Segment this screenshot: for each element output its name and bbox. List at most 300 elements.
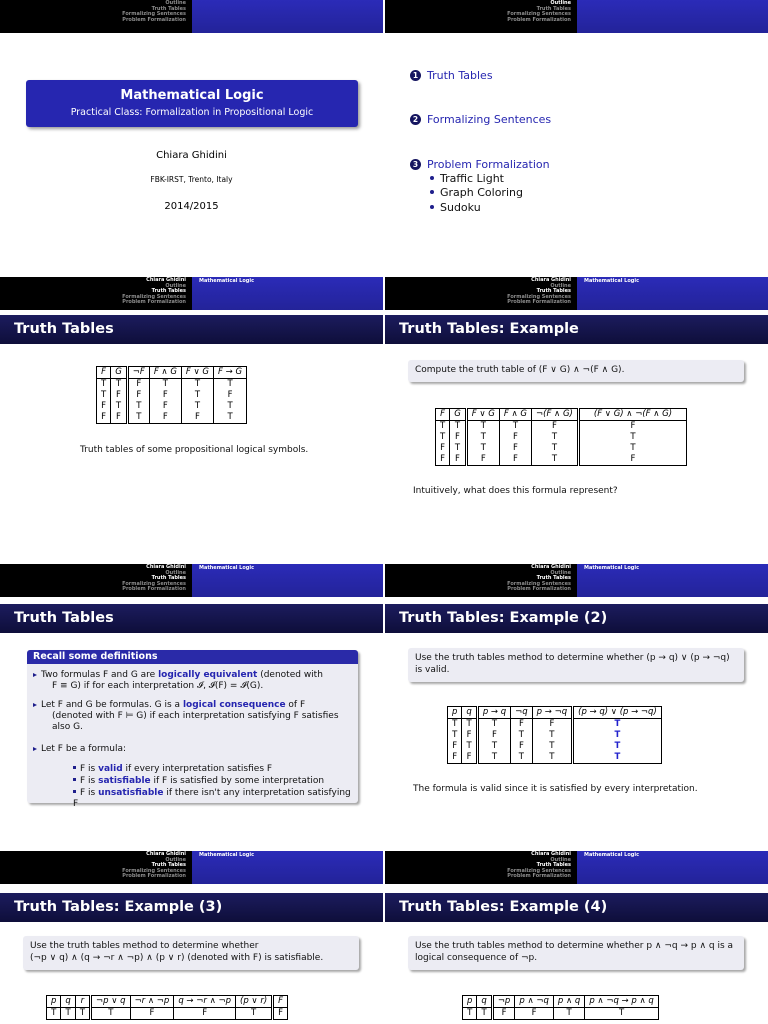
nav-problem[interactable]: Problem Formalization — [122, 299, 186, 306]
table-row — [97, 379, 247, 391]
header-course: Mathematical Logic — [584, 852, 640, 858]
frame-title: Truth Tables — [14, 610, 114, 626]
cell: F — [511, 719, 533, 731]
truth-table — [435, 408, 687, 466]
subitem-label: Graph Coloring — [440, 186, 523, 199]
table-row — [436, 432, 687, 443]
header-author: Chiara Ghidini — [531, 564, 571, 570]
prompt-block — [408, 360, 744, 382]
header-nav — [0, 851, 192, 885]
cell: T — [573, 741, 662, 752]
cell: T — [511, 752, 533, 764]
cell: F — [436, 443, 450, 454]
bullet-icon — [430, 190, 434, 194]
text: (denoted with — [257, 670, 323, 680]
presentation-title: Mathematical Logic — [120, 88, 264, 103]
cell: T — [466, 432, 499, 443]
cell: T — [214, 412, 247, 424]
col-header: p → q — [477, 707, 510, 719]
text: Let F be a formula: — [41, 744, 127, 754]
col-header: (p ∨ r) — [236, 996, 273, 1008]
bullet-square-icon — [73, 778, 76, 781]
nav-outline[interactable]: Outline — [550, 282, 571, 289]
header-nav — [385, 564, 577, 598]
header-nav — [385, 851, 577, 885]
col-header: ¬r ∧ ¬p — [130, 996, 174, 1008]
cell: F — [149, 412, 181, 424]
sub-definition-satisfiable — [73, 776, 324, 787]
cell: T — [436, 432, 450, 443]
cell: F — [462, 730, 477, 741]
text: (denoted with F ⊨ G) if each interpretation satisfying F satisfies — [52, 711, 339, 721]
frame-title: Truth Tables: Example — [399, 321, 579, 337]
nav-truth-tables[interactable]: Truth Tables — [151, 862, 186, 869]
truth-tables-slide — [0, 277, 383, 560]
frame-title: Truth Tables — [14, 321, 114, 337]
bullet-triangle-icon — [33, 747, 37, 751]
text: F is — [80, 776, 99, 786]
nav-outline[interactable]: Outline — [165, 0, 186, 6]
bullet-triangle-icon — [33, 703, 37, 707]
header-author: Chiara Ghidini — [146, 851, 186, 857]
cell: T — [149, 379, 181, 391]
cell: F — [436, 454, 450, 466]
frame-title-bar — [0, 315, 383, 344]
prompt-text: (¬p ∨ q) ∧ (q → ¬r ∧ ¬p) ∧ (p ∨ r) (denoted with F) is satisfiable. — [30, 953, 324, 963]
example-4-slide — [385, 851, 768, 1024]
cell: F — [450, 432, 467, 443]
slide-header — [385, 0, 768, 33]
cell: T — [532, 443, 579, 454]
col-header: F — [273, 996, 288, 1008]
header-course: Mathematical Logic — [199, 565, 255, 571]
bullet-triangle-icon — [33, 673, 37, 677]
cell: F — [149, 390, 181, 401]
nav-problem[interactable]: Problem Formalization — [507, 16, 571, 23]
cell: F — [462, 752, 477, 764]
cell: F — [499, 432, 531, 443]
col-header: F ∨ G — [181, 367, 213, 379]
header-author: Chiara Ghidini — [531, 277, 571, 283]
cell: F — [448, 741, 462, 752]
cell: F — [515, 1008, 554, 1020]
cell: T — [477, 752, 510, 764]
truth-table — [96, 366, 247, 424]
keyword: unsatisfiable — [98, 788, 164, 798]
col-header: q → ¬r ∧ ¬p — [174, 996, 236, 1008]
nav-problem[interactable]: Problem Formalization — [507, 299, 571, 306]
cell: F — [532, 421, 579, 433]
nav-formalizing[interactable]: Formalizing Sentences — [507, 867, 571, 874]
toc-item-2[interactable] — [410, 113, 551, 126]
col-header: (F ∨ G) ∧ ¬(F ∧ G) — [578, 409, 686, 421]
nav-truth-tables[interactable]: Truth Tables — [536, 288, 571, 295]
cell: T — [111, 401, 128, 412]
table-row — [448, 719, 662, 731]
nav-formalizing[interactable]: Formalizing Sentences — [122, 580, 186, 587]
bullet-square-icon — [73, 766, 76, 769]
col-header: p — [448, 707, 462, 719]
cell: F — [181, 412, 213, 424]
title-slide — [0, 0, 383, 287]
toc-label: Formalizing Sentences — [427, 113, 552, 126]
cell: T — [450, 421, 467, 433]
cell: F — [97, 412, 111, 424]
frame-title-bar — [385, 604, 768, 633]
col-header: ¬q — [511, 707, 533, 719]
nav-outline[interactable]: Outline — [550, 569, 571, 576]
col-header: q — [462, 707, 477, 719]
text: F is — [80, 788, 99, 798]
table-row — [436, 421, 687, 433]
cell: F — [532, 719, 572, 731]
col-header: F ∧ G — [149, 367, 181, 379]
cell: T — [532, 730, 572, 741]
subitem-label: Sudoku — [440, 201, 481, 214]
header-course: Mathematical Logic — [584, 565, 640, 571]
cell: T — [61, 1008, 75, 1020]
slide-header — [0, 277, 383, 310]
col-header: p → ¬q — [532, 707, 572, 719]
col-header: p ∧ ¬q → p ∧ q — [585, 996, 658, 1008]
table-row — [47, 1008, 288, 1020]
section-number-badge: 3 — [410, 159, 421, 170]
prompt-text: Use the truth tables method to determine whether p ∧ ¬q → p ∧ q is a — [415, 941, 734, 951]
cell: T — [573, 719, 662, 731]
header-course-panel — [577, 851, 768, 884]
col-header: (p → q) ∨ (p → ¬q) — [573, 707, 662, 719]
col-header: G — [111, 367, 128, 379]
bullet-icon — [430, 205, 434, 209]
slide-header — [385, 277, 768, 310]
frame-title: Truth Tables: Example (2) — [399, 610, 608, 626]
cell: T — [97, 390, 111, 401]
table-row — [448, 752, 662, 764]
cell: F — [130, 1008, 174, 1020]
cell: T — [214, 379, 247, 391]
prompt-block — [408, 936, 744, 970]
cell: T — [573, 752, 662, 764]
header-course-panel — [192, 277, 383, 310]
table-header-row — [97, 367, 247, 379]
header-course: Mathematical Logic — [584, 278, 640, 284]
definitions-block — [27, 650, 358, 809]
nav-problem[interactable]: Problem Formalization — [507, 586, 571, 593]
cell: T — [532, 432, 579, 443]
text: of F — [285, 700, 306, 710]
header-nav — [0, 277, 192, 311]
slide-header — [0, 564, 383, 597]
nav-truth-tables[interactable]: Truth Tables — [536, 575, 571, 582]
cell: F — [499, 443, 531, 454]
table-row — [436, 443, 687, 454]
col-header: q — [61, 996, 75, 1008]
nav-problem[interactable]: Problem Formalization — [122, 16, 186, 23]
definition-equivalence — [33, 670, 323, 692]
cell: T — [127, 401, 149, 412]
nav-truth-tables[interactable]: Truth Tables — [536, 862, 571, 869]
truth-table — [46, 995, 288, 1020]
definition-consequence — [33, 700, 339, 733]
cell: T — [97, 379, 111, 391]
nav-formalizing[interactable]: Formalizing Sentences — [122, 867, 186, 874]
header-course: Mathematical Logic — [199, 278, 255, 284]
cell: T — [477, 741, 510, 752]
cell: T — [532, 752, 572, 764]
cell: T — [47, 1008, 61, 1020]
cell: F — [149, 401, 181, 412]
text: F is — [80, 764, 99, 774]
table-row — [463, 1008, 659, 1020]
col-header: F → G — [214, 367, 247, 379]
cell: T — [499, 421, 531, 433]
table-row — [97, 401, 247, 412]
text: if there isn't any interpretation satisfying F — [73, 788, 351, 809]
cell: F — [127, 390, 149, 401]
header-author: Chiara Ghidini — [146, 277, 186, 283]
cell: F — [578, 454, 686, 466]
keyword: satisfiable — [98, 776, 151, 786]
cell: T — [477, 1008, 492, 1020]
table-row — [97, 412, 247, 424]
prompt-block — [408, 648, 744, 682]
header-course-panel — [577, 0, 768, 33]
subitem-label: Traffic Light — [440, 172, 504, 185]
prompt-text: Use the truth tables method to determine whether — [30, 941, 259, 951]
cell: T — [448, 730, 462, 741]
cell: T — [511, 730, 533, 741]
header-course: Mathematical Logic — [199, 852, 255, 858]
nav-formalizing[interactable]: Formalizing Sentences — [507, 11, 571, 18]
block-title: Recall some definitions — [27, 650, 358, 664]
header-course-panel — [577, 564, 768, 597]
cell: T — [111, 379, 128, 391]
cell: F — [111, 390, 128, 401]
nav-outline[interactable]: Outline — [165, 856, 186, 863]
cell: F — [466, 454, 499, 466]
header-nav — [0, 0, 192, 34]
cell: F — [214, 390, 247, 401]
example-slide — [385, 277, 768, 560]
nav-outline[interactable]: Outline — [165, 569, 186, 576]
header-course-panel — [192, 564, 383, 597]
nav-outline[interactable]: Outline — [165, 282, 186, 289]
col-header: q — [477, 996, 492, 1008]
slide-header — [0, 0, 383, 33]
cell: T — [75, 1008, 90, 1020]
toc-item-1[interactable] — [410, 69, 493, 82]
institute: FBK-IRST, Trento, Italy — [150, 175, 233, 184]
col-header: F ∧ G — [499, 409, 531, 421]
bullet-icon — [430, 176, 434, 180]
cell: T — [236, 1008, 273, 1020]
cell: T — [462, 741, 477, 752]
cell: T — [477, 719, 510, 731]
table-header-row — [463, 996, 659, 1008]
nav-problem[interactable]: Problem Formalization — [507, 873, 571, 880]
author-name: Chiara Ghidini — [156, 150, 227, 161]
bullet-square-icon — [73, 790, 76, 793]
cell: T — [466, 421, 499, 433]
col-header: F — [436, 409, 450, 421]
nav-truth-tables[interactable]: Truth Tables — [151, 288, 186, 295]
cell: F — [111, 412, 128, 424]
cell: T — [462, 719, 477, 731]
header-course-panel — [192, 0, 383, 33]
header-course-panel — [577, 277, 768, 310]
nav-problem[interactable]: Problem Formalization — [122, 586, 186, 593]
keyword: valid — [98, 764, 123, 774]
nav-outline[interactable]: Outline — [550, 856, 571, 863]
presentation-subtitle: Practical Class: Formalization in Propositional Logic — [70, 107, 314, 118]
cell: T — [553, 1008, 584, 1020]
cell: T — [585, 1008, 658, 1020]
frame-title: Truth Tables: Example (3) — [14, 899, 223, 915]
col-header: F — [97, 367, 111, 379]
cell: F — [97, 401, 111, 412]
col-header: ¬p — [492, 996, 515, 1008]
cell: T — [463, 1008, 477, 1020]
toc-subitem-traffic-light[interactable] — [430, 172, 504, 185]
col-header: ¬(F ∧ G) — [532, 409, 579, 421]
header-nav — [0, 564, 192, 598]
table-caption: Truth tables of some propositional logical symbols. — [80, 445, 309, 455]
text: F ≡ G) if for each interpretation 𝓘, 𝓘(F) = 𝓘(G). — [52, 681, 264, 691]
frame-title: Truth Tables: Example (4) — [399, 899, 608, 915]
cell: T — [450, 443, 467, 454]
col-header: p ∧ ¬q — [515, 996, 554, 1008]
keyword: logical consequence — [182, 700, 286, 710]
cell: T — [181, 379, 213, 391]
frame-title-bar — [0, 604, 383, 633]
table-header-row — [47, 996, 288, 1008]
text: if F is satisfied by some interpretation — [150, 776, 325, 786]
header-nav — [385, 277, 577, 311]
section-number-badge: 1 — [410, 70, 421, 81]
col-header: r — [75, 996, 90, 1008]
cell: F — [448, 752, 462, 764]
cell: F — [511, 741, 533, 752]
cell: T — [91, 1008, 131, 1020]
cell: F — [492, 1008, 515, 1020]
toc-subitem-sudoku[interactable] — [430, 201, 481, 214]
header-course-panel — [192, 851, 383, 884]
example-2-slide — [385, 564, 768, 847]
question-text: Intuitively, what does this formula represent? — [413, 486, 618, 496]
cell: T — [532, 454, 579, 466]
cell: T — [578, 443, 686, 454]
header-nav — [385, 0, 577, 34]
cell: F — [477, 730, 510, 741]
truth-table — [462, 995, 659, 1020]
nav-problem[interactable]: Problem Formalization — [122, 873, 186, 880]
col-header: p ∧ q — [553, 996, 584, 1008]
cell: T — [127, 412, 149, 424]
cell: T — [448, 719, 462, 731]
nav-formalizing[interactable]: Formalizing Sentences — [122, 11, 186, 18]
table-row — [97, 390, 247, 401]
toc-subitem-graph-coloring[interactable] — [430, 186, 523, 199]
col-header: F ∨ G — [466, 409, 499, 421]
cell: F — [127, 379, 149, 391]
nav-truth-tables[interactable]: Truth Tables — [151, 575, 186, 582]
nav-formalizing[interactable]: Formalizing Sentences — [122, 293, 186, 300]
col-header: p — [47, 996, 61, 1008]
frame-title-bar — [385, 315, 768, 344]
slide-header — [385, 851, 768, 884]
col-header: ¬F — [127, 367, 149, 379]
sub-definition-unsatisfiable — [73, 788, 358, 810]
nav-truth-tables[interactable]: Truth Tables — [536, 5, 571, 12]
cell: F — [578, 421, 686, 433]
nav-formalizing[interactable]: Formalizing Sentences — [507, 293, 571, 300]
frame-title-bar — [385, 893, 768, 922]
prompt-block — [23, 936, 359, 970]
cell: T — [573, 730, 662, 741]
prompt-text: logical consequence of ¬p. — [415, 953, 538, 963]
text: if every interpretation satisfies F — [122, 764, 273, 774]
nav-truth-tables[interactable]: Truth Tables — [151, 5, 186, 12]
section-number-badge: 2 — [410, 114, 421, 125]
table-header-row — [436, 409, 687, 421]
truth-table — [447, 706, 662, 764]
prompt-text: is valid. — [415, 665, 450, 675]
conclusion-text: The formula is valid since it is satisfied by every interpretation. — [413, 784, 698, 794]
prompt-text: Use the truth tables method to determine whether (p → q) ∨ (p → ¬q) — [415, 653, 730, 663]
cell: T — [436, 421, 450, 433]
sub-definition-valid — [73, 764, 272, 775]
slide-header — [0, 851, 383, 884]
table-row — [448, 741, 662, 752]
toc-label: Truth Tables — [427, 69, 493, 82]
col-header: ¬p ∨ q — [91, 996, 131, 1008]
cell: T — [181, 390, 213, 401]
toc-label: Problem Formalization — [427, 158, 550, 171]
header-author: Chiara Ghidini — [531, 851, 571, 857]
example-3-slide — [0, 851, 383, 1024]
cell: F — [450, 454, 467, 466]
header-author: Chiara Ghidini — [146, 564, 186, 570]
date: 2014/2015 — [164, 201, 219, 212]
table-row — [448, 730, 662, 741]
outline-slide — [385, 0, 768, 287]
nav-formalizing[interactable]: Formalizing Sentences — [507, 580, 571, 587]
nav-outline[interactable]: Outline — [550, 0, 571, 6]
prompt-text: Compute the truth table of (F ∨ G) ∧ ¬(F ∧ G). — [415, 365, 625, 375]
table-header-row — [448, 707, 662, 719]
cell: T — [214, 401, 247, 412]
col-header: G — [450, 409, 467, 421]
text: Let F and G be formulas. G is a — [41, 700, 183, 710]
text: also G. — [52, 722, 83, 732]
cell: T — [466, 443, 499, 454]
title-block — [26, 80, 358, 127]
frame-title-bar — [0, 893, 383, 922]
table-row — [436, 454, 687, 466]
cell: T — [532, 741, 572, 752]
definition-formula — [33, 744, 126, 755]
cell: F — [174, 1008, 236, 1020]
cell: F — [499, 454, 531, 466]
slide-header — [385, 564, 768, 597]
col-header: p — [463, 996, 477, 1008]
text: Two formulas F and G are — [41, 670, 159, 680]
cell: F — [273, 1008, 288, 1020]
cell: T — [578, 432, 686, 443]
toc-item-3[interactable] — [410, 158, 550, 171]
keyword: logically equivalent — [158, 670, 258, 680]
cell: T — [181, 401, 213, 412]
